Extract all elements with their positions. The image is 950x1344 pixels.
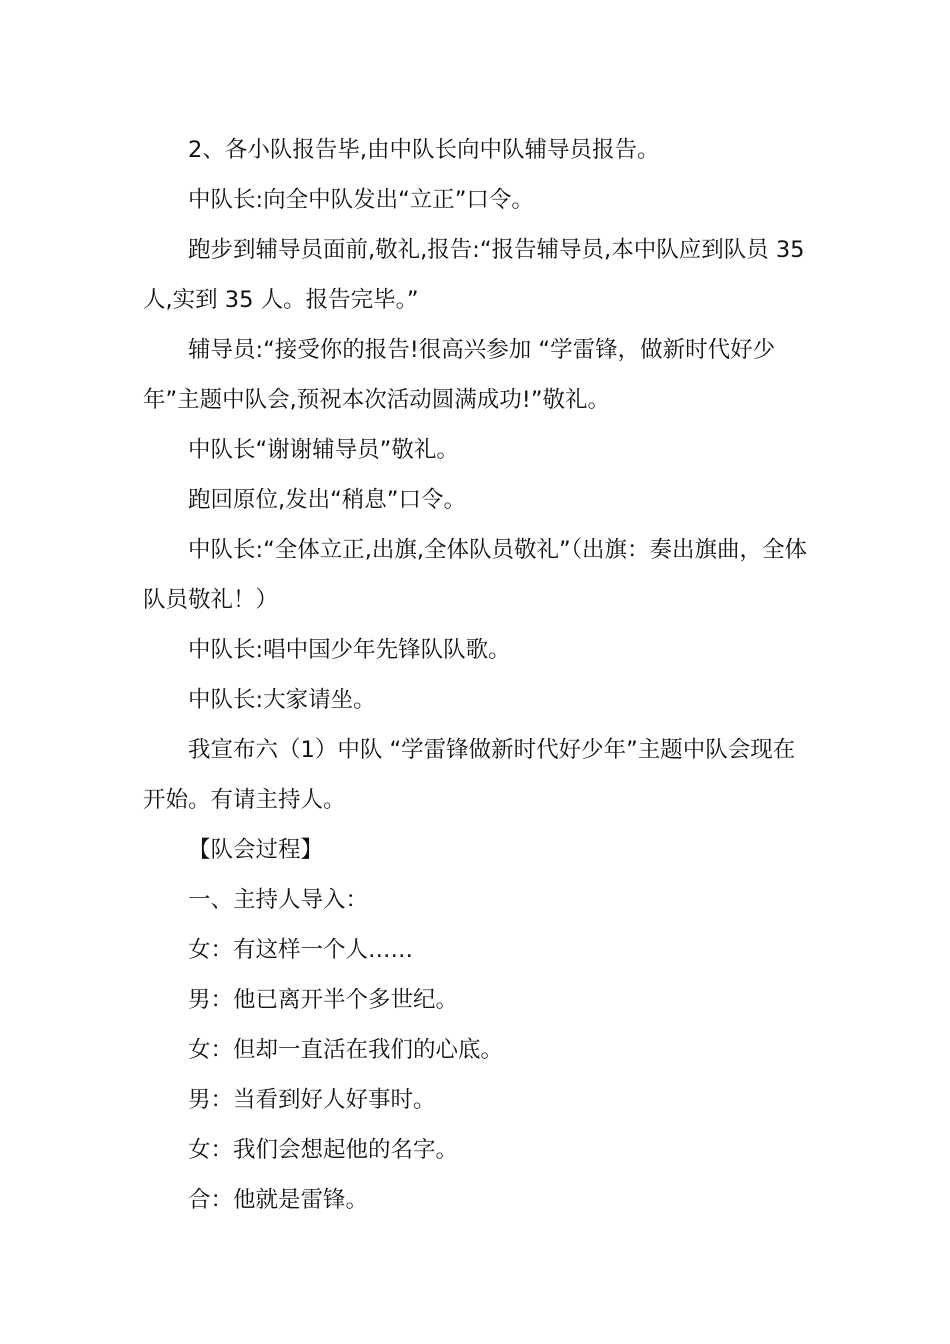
- dialogue-line: 合：他就是雷锋。: [188, 1187, 369, 1213]
- dialogue-line: 女：有这样一个人……: [188, 937, 414, 963]
- dialogue-line: 男：当看到好人好事时。: [188, 1087, 436, 1113]
- paragraph-meeting-start: 我宣布六（1）中队 “学雷锋做新时代好少年”主题中队会现在开始。有请主持人。: [143, 737, 796, 813]
- paragraph-report-to-counselor: 跑步到辅导员面前,敬礼,报告:“报告辅导员,本中队应到队员 35 人,实到 35 人。报告完毕。”: [143, 237, 805, 313]
- dialogue-line: 女：我们会想起他的名字。: [188, 1137, 459, 1163]
- paragraph-be-seated: 中队长:大家请坐。: [188, 687, 376, 713]
- dialogue-line: 女：但却一直活在我们的心底。: [188, 1037, 504, 1063]
- paragraph-at-ease-command: 跑回原位,发出“稍息”口令。: [188, 487, 466, 513]
- dialogue-line: 男：他已离开半个多世纪。: [188, 987, 459, 1013]
- paragraph-counselor-reply: 辅导员:“接受你的报告!很高兴参加 “学雷锋，做新时代好少年”主题中队会,预祝本次活动圆满成功!”敬礼。: [143, 337, 776, 413]
- paragraph-report-intro: 2、各小队报告毕,由中队长向中队辅导员报告。: [188, 137, 660, 163]
- subheading-host-introduction: 一、主持人导入：: [188, 887, 369, 913]
- paragraph-thanks-counselor: 中队长“谢谢辅导员”敬礼。: [188, 437, 459, 463]
- section-heading-meeting-process: 【队会过程】: [188, 837, 324, 863]
- paragraph-attention-command: 中队长:向全中队发出“立正”口令。: [188, 187, 534, 213]
- paragraph-anthem: 中队长:唱中国少年先锋队队歌。: [188, 637, 511, 663]
- paragraph-flag-ceremony: 中队长:“全体立正,出旗,全体队员敬礼”（出旗：奏出旗曲，全体队员敬礼！）: [143, 537, 807, 613]
- document-body: [143, 125, 809, 1225]
